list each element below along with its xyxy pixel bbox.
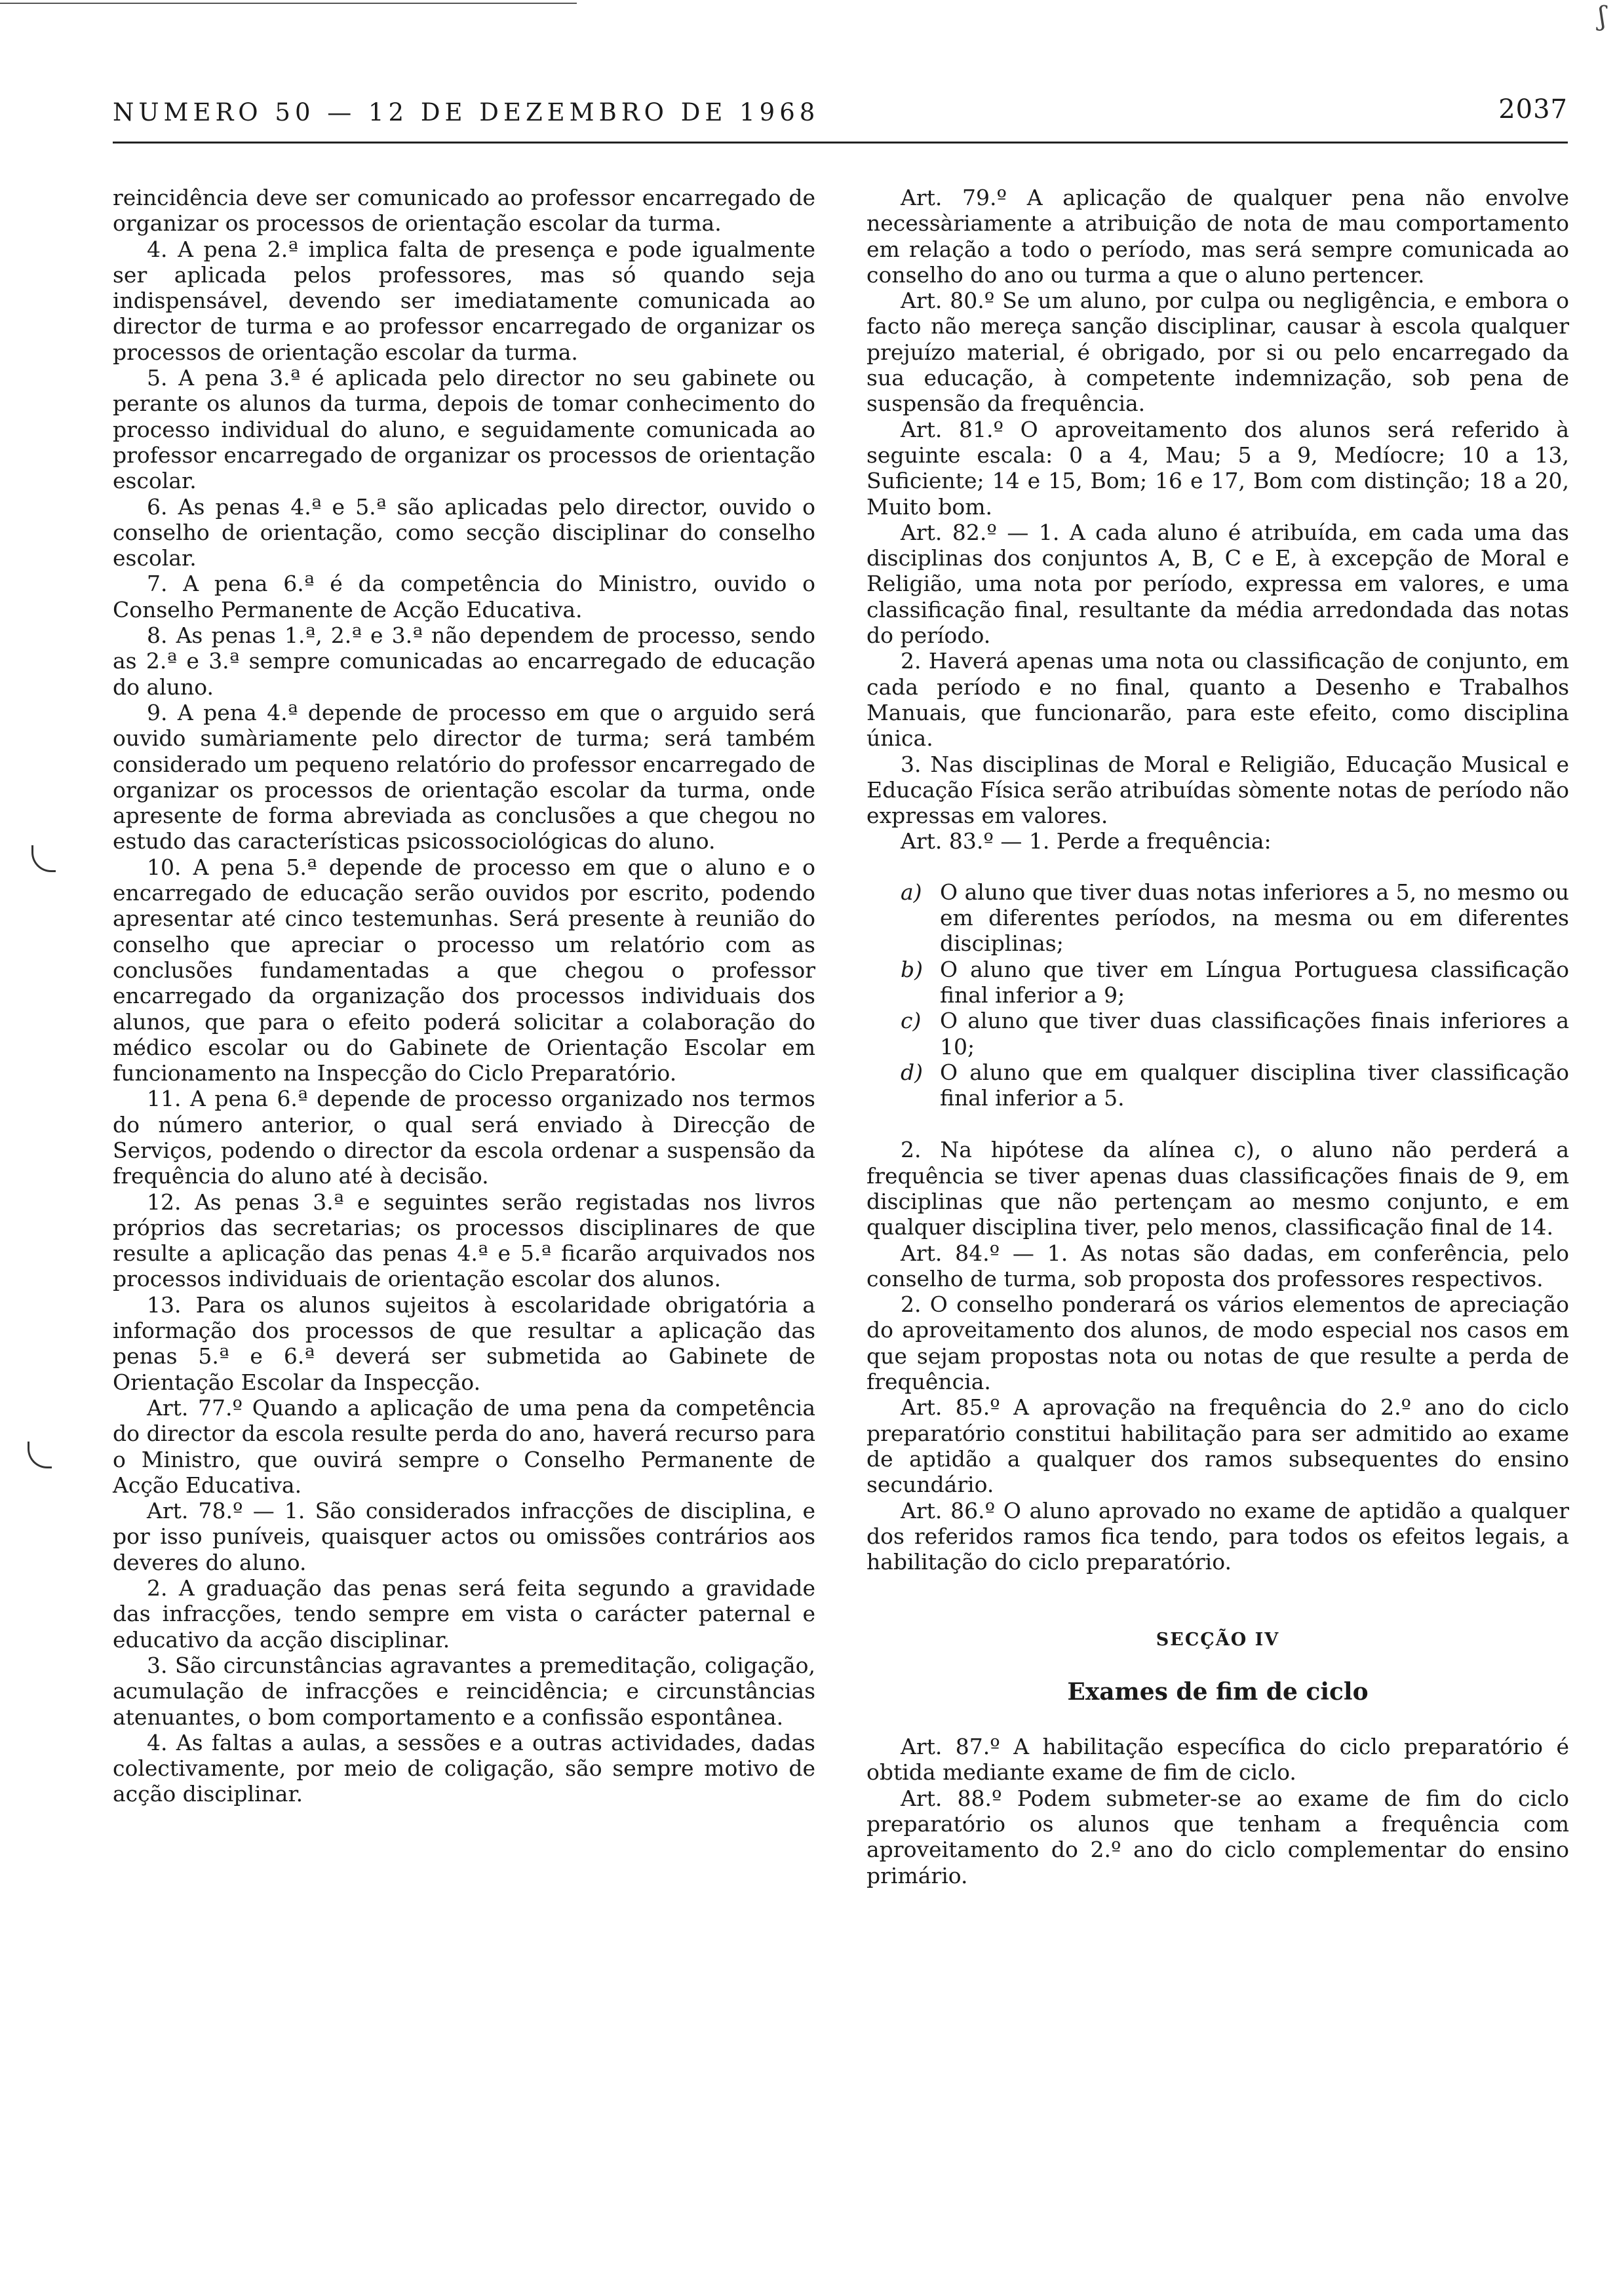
- paragraph: 2. A graduação das penas será feita segundo a gravidade das infracções, tendo sempre em vista o carácter paternal e educativo da acção disciplinar.: [113, 1575, 815, 1653]
- article-81: Art. 81.º O aproveitamento dos alunos será referido à seguinte escala: 0 a 4, Mau; 5 a 9, Medíocre; 10 a 13, Suficiente; 14 e 15, Bom; 16 e 17, Bom com distinção; 18 a 20, Muito bom.: [866, 416, 1569, 520]
- paragraph: 2. Haverá apenas uma nota ou classificação de conjunto, em cada período e no final, quanto a Desenho e Trabalhos Manuais, que funcionarão, para este efeito, como disciplina única.: [866, 648, 1569, 752]
- article-82: Art. 82.º — 1. A cada aluno é atribuída, em cada uma das disciplinas dos conjuntos A, B, C e E, à excepção de Moral e Religião, uma nota por período, expressa em valores, e uma classificação final, resultante da média arredondada das notas do período.: [866, 519, 1569, 649]
- paragraph: 9. A pena 4.ª depende de processo em que o arguido será ouvido sumàriamente pelo director de turma; será também considerado um pequeno relatório do professor encarregado de organizar os processos de orientação escolar da turma, onde apresente de forma abreviada as conclusões a que chegou no estudo das características psicossociológicas do aluno.: [113, 699, 815, 854]
- paragraph: 11. A pena 6.ª depende de processo organizado nos termos do número anterior, o qual será enviado à Direcção de Serviços, podendo o director da escola ordenar a suspensão da frequência do aluno até à decisão.: [113, 1086, 815, 1189]
- article-87: Art. 87.º A habilitação específica do ciclo preparatório é obtida mediante exame de fim de ciclo.: [866, 1734, 1569, 1786]
- issue-date-header: NUMERO 50 — 12 DE DEZEMBRO DE 1968: [113, 98, 820, 126]
- frequency-loss-list: [866, 879, 1569, 1111]
- margin-pencil-mark: [31, 845, 56, 872]
- list-item-text: O aluno que tiver duas notas inferiores a 5, no mesmo ou em diferentes períodos, na mesma ou em diferentes disciplinas;: [940, 879, 1569, 957]
- paragraph: 6. As penas 4.ª e 5.ª são aplicadas pelo director, ouvido o conselho de orientação, como secção disciplinar do conselho escolar.: [113, 493, 815, 571]
- paragraph: 4. As faltas a aulas, a sessões e a outras actividades, dadas colectivamente, por meio de coligação, são sempre motivo de acção disciplinar.: [113, 1729, 815, 1807]
- margin-pencil-mark: [28, 1442, 52, 1468]
- list-item: [901, 879, 1569, 957]
- article-85: Art. 85.º A aprovação na frequência do 2.º ano do ciclo preparatório constitui habilitação para ser admitido ao exame de aptidão a qualquer dos ramos subsequentes do ensino secundário.: [866, 1394, 1569, 1498]
- article-83: Art. 83.º — 1. Perde a frequência:: [901, 828, 1272, 854]
- page-header: [113, 94, 1568, 138]
- paragraph: reincidência deve ser comunicado ao professor encarregado de organizar os processos de orientação escolar da turma.: [113, 185, 815, 237]
- corner-pencil-mark: ʃ: [1599, 1, 1606, 31]
- paragraph: 3. Nas disciplinas de Moral e Religião, Educação Musical e Educação Física serão atribuídas sòmente notas de período não expressas em valores.: [866, 751, 1569, 829]
- article-77: Art. 77.º Quando a aplicação de uma pena da competência do director da escola resulte perda do ano, haverá recurso para o Ministro, que ouvirá sempre o Conselho Permanente de Acção Educativa.: [113, 1394, 815, 1498]
- paragraph: 5. A pena 3.ª é aplicada pelo director no seu gabinete ou perante os alunos da turma, depois de tomar conhecimento do processo individual do aluno, e seguidamente comunicada ao professor encarregado de organizar os processos de orientação escolar.: [113, 365, 815, 494]
- paragraph: 2. Na hipótese da alínea c), o aluno não perderá a frequência se tiver apenas duas classificações finais de 9, em disciplinas que não pertençam ao mesmo conjunto, e em qualquer disciplina tiver, pelo menos, classificação final de 14.: [866, 1137, 1569, 1240]
- list-item-label: c): [901, 1008, 922, 1034]
- list-item: [901, 957, 1569, 1008]
- list-item-label: d): [901, 1059, 923, 1085]
- right-column: [866, 185, 1569, 1888]
- paragraph: 3. São circunstâncias agravantes a premeditação, coligação, acumulação de infracções e reincidência; e circunstâncias atenuantes, o bom comportamento e a confissão espontânea.: [113, 1652, 815, 1730]
- page-number: 2037: [1498, 94, 1568, 124]
- section-title: Exames de fim de ciclo: [1067, 1677, 1369, 1706]
- paragraph: 2. O conselho ponderará os vários elementos de apreciação do aproveitamento dos alunos, de modo especial nos casos em que sejam propostas nota ou notas de que resulte a perda de frequência.: [866, 1292, 1569, 1395]
- left-column: [113, 185, 815, 1807]
- article-80: Art. 80.º Se um aluno, por culpa ou negligência, e embora o facto não mereça sanção disciplinar, causar à escola qualquer prejuízo material, é obrigado, por si ou pelo encarregado da sua educação, à competente indemnização, sob pena de suspensão da frequência.: [866, 288, 1569, 417]
- paragraph: 4. A pena 2.ª implica falta de presença e pode igualmente ser aplicada pelos professores, mas só quando seja indispensável, devendo ser imediatamente comunicada ao director de turma e ao professor encarregado de organizar os processos de orientação escolar da turma.: [113, 236, 815, 365]
- list-item-label: b): [901, 956, 923, 982]
- article-84: Art. 84.º — 1. As notas são dadas, em conferência, pelo conselho de turma, sob proposta dos professores respectivos.: [866, 1240, 1569, 1292]
- paragraph: 7. A pena 6.ª é da competência do Ministro, ouvido o Conselho Permanente de Acção Educativa.: [113, 571, 815, 622]
- article-79: Art. 79.º A aplicação de qualquer pena não envolve necessàriamente a atribuição de nota de mau comportamento em relação a todo o período, mas será sempre comunicada ao conselho do ano ou turma a que o aluno pertencer.: [866, 185, 1569, 288]
- list-item-text: O aluno que em qualquer disciplina tiver classificação final inferior a 5.: [940, 1059, 1569, 1111]
- list-item-text: O aluno que tiver em Língua Portuguesa classificação final inferior a 9;: [940, 956, 1569, 1008]
- list-item: [901, 1008, 1569, 1060]
- list-item-label: a): [901, 879, 922, 905]
- top-edge-rule: [0, 3, 577, 4]
- list-item: [901, 1060, 1569, 1111]
- article-88: Art. 88.º Podem submeter-se ao exame de fim do ciclo preparatório os alunos que tenham a frequência com aproveitamento do 2.º ano do ciclo complementar do ensino primário.: [866, 1785, 1569, 1888]
- paragraph: 13. Para os alunos sujeitos à escolaridade obrigatória a informação dos processos de que resultar a aplicação das penas 5.ª e 6.ª deverá ser submetida ao Gabinete de Orientação Escolar da Inspecção.: [113, 1292, 815, 1395]
- article-86: Art. 86.º O aluno aprovado no exame de aptidão a qualquer dos referidos ramos fica tendo, para todos os efeitos legais, a habilitação do ciclo preparatório.: [866, 1497, 1569, 1575]
- paragraph: 10. A pena 5.ª depende de processo em que o aluno e o encarregado de educação serão ouvidos por escrito, podendo apresentar até cinco testemunhas. Será presente à reunião do conselho que apreciar o processo um relatório com as conclusões fundamentadas a que chegou o professor encarregado da organização dos processos individuais dos alunos, que para o efeito poderá solicitar a colaboração do médico escolar ou do Gabinete de Orientação Escolar em funcionamento na Inspecção do Ciclo Preparatório.: [113, 854, 815, 1086]
- paragraph: 12. As penas 3.ª e seguintes serão registadas nos livros próprios das secretarias; os processos disciplinares de que resulte a aplicação das penas 4.ª e 5.ª ficarão arquivados nos processos individuais de orientação escolar dos alunos.: [113, 1189, 815, 1292]
- section-label: SECÇÃO IV: [1156, 1630, 1280, 1651]
- article-78: Art. 78.º — 1. São considerados infracções de disciplina, e por isso puníveis, quaisquer actos ou omissões contrários aos deveres do aluno.: [113, 1498, 815, 1575]
- paragraph: 8. As penas 1.ª, 2.ª e 3.ª não dependem de processo, sendo as 2.ª e 3.ª sempre comunicadas ao encarregado de educação do aluno.: [113, 622, 815, 700]
- list-item-text: O aluno que tiver duas classificações finais inferiores a 10;: [940, 1008, 1569, 1060]
- header-rule: [113, 142, 1568, 144]
